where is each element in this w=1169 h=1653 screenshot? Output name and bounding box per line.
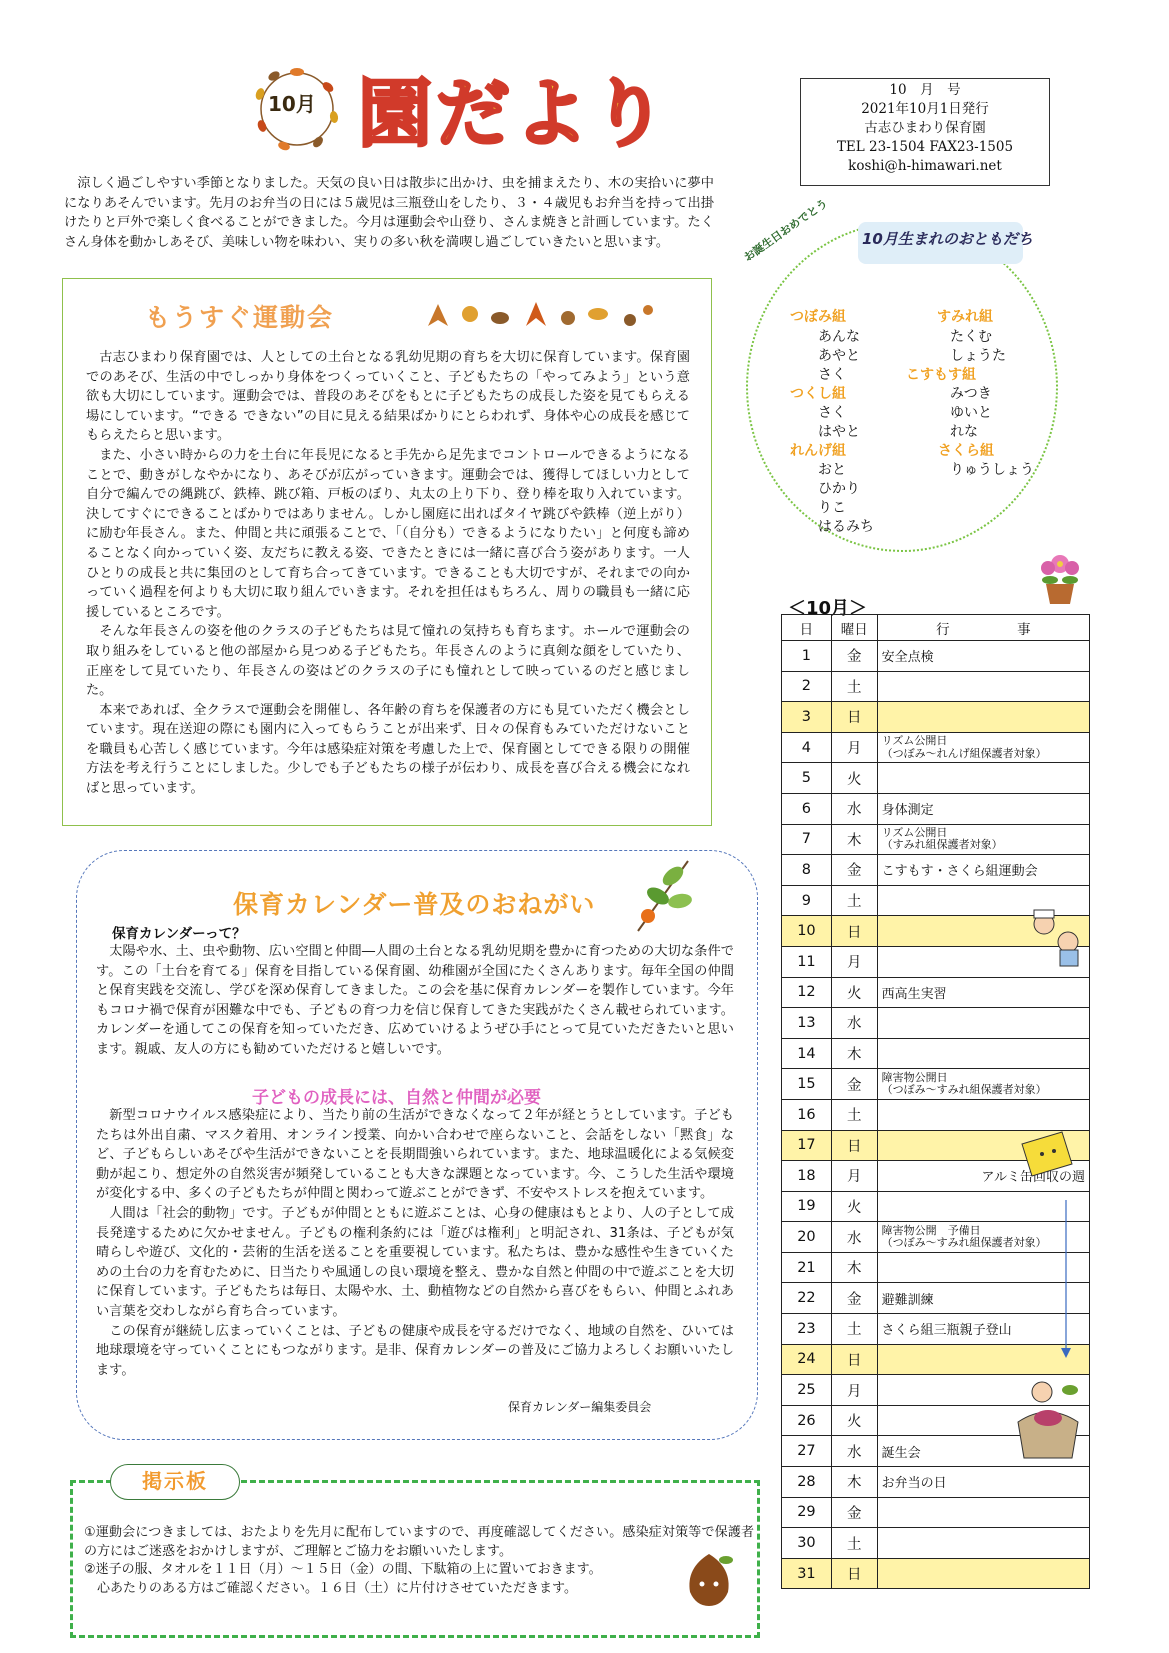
month-badge: 10月 xyxy=(268,92,316,116)
table-row xyxy=(782,1314,1090,1345)
table-row xyxy=(782,1008,1090,1039)
event-day: 9 xyxy=(782,885,832,916)
event-day: 4 xyxy=(782,732,832,763)
event-title: 障害物公開日 xyxy=(881,1070,948,1084)
sports-day-body xyxy=(86,348,690,799)
event-title: 障害物公開 予備日 xyxy=(881,1223,981,1237)
persimmon-branch-icon xyxy=(628,856,698,936)
child-name: たくむ xyxy=(950,329,992,345)
email-address[interactable]: koshi@h-himawari.net xyxy=(848,158,1002,174)
event-weekday: 金 xyxy=(831,641,877,672)
event-day: 28 xyxy=(782,1467,832,1498)
event-weekday: 金 xyxy=(831,1069,877,1100)
event-weekday: 日 xyxy=(831,1344,877,1375)
calendar-body-1: 太陽や水、土、虫や動物、広い空間と仲間―人間の土台となる乳幼児期を豊かに育つための大切な条件です。この「土台を育てる」保育を目指している保育園、幼稚園が全国にたくさんあります。毎年全国の仲間と保育実践を交流し、学びを深め保育してきました。この会を基に保育カレンダーを製作しています。今年もコロナ禍で保育が困難な中でも、子どもの育つ力を信じ保育してきた実践がたくさん載せられています。カレンダーを通してこの保育を知っていただき、広めていけるようぜひ手にとって見ていただきたいと思います。親戚、友人の方にも勧めていただけると嬉しいです。 xyxy=(96,944,734,1057)
event-weekday: 水 xyxy=(831,1436,877,1467)
event-weekday: 土 xyxy=(831,671,877,702)
child-name: はるみち xyxy=(818,519,874,535)
event-day: 19 xyxy=(782,1191,832,1222)
event-day: 24 xyxy=(782,1344,832,1375)
table-row xyxy=(782,1558,1090,1589)
table-row xyxy=(782,1191,1090,1222)
event-description: こすもす・さくら組運動会 xyxy=(877,855,1089,886)
birthday-title: 10月生まれのおともだち xyxy=(862,230,1033,248)
table-row xyxy=(782,977,1090,1008)
event-description: 避難訓練 xyxy=(877,1283,1089,1314)
event-day: 29 xyxy=(782,1497,832,1528)
event-description xyxy=(877,763,1089,794)
child-name: さく xyxy=(818,405,846,421)
child-name: しょうた xyxy=(950,348,1006,364)
table-row xyxy=(782,1252,1090,1283)
event-weekday: 金 xyxy=(831,1283,877,1314)
event-weekday: 水 xyxy=(831,1222,877,1253)
table-row xyxy=(782,824,1090,855)
event-description xyxy=(877,1038,1089,1069)
table-row xyxy=(782,1344,1090,1375)
table-row xyxy=(782,1038,1090,1069)
table-row xyxy=(782,855,1090,886)
event-description: 身体測定 xyxy=(877,793,1089,824)
class-name: れんげ組 xyxy=(790,443,846,459)
event-weekday: 木 xyxy=(831,1467,877,1498)
event-description xyxy=(877,671,1089,702)
sports-day-paragraph: 本来であれば、全クラスで運動会を開催し、各年齢の育ちを保護者の方にも見ていただく機会としています。現在送迎の際にも園内に入ってもらうことが出来ず、日々の保育もみていただけないことを職員も心苦しく感じています。今年は感染症対策を考慮した上で、保育園としてできる限りの開催方法を考え行うことにしました。少しでも子どもたちの様子が伝わり、成長を喜び合える機会になればと思っています。 xyxy=(86,702,690,797)
child-name: みつき xyxy=(950,386,992,402)
event-day: 14 xyxy=(782,1038,832,1069)
event-weekday: 火 xyxy=(831,763,877,794)
event-weekday: 木 xyxy=(831,1038,877,1069)
event-weekday: 水 xyxy=(831,1008,877,1039)
calendar-subheading-nature: 子どもの成長には、自然と仲間が必要 xyxy=(252,1088,541,1108)
table-row xyxy=(782,1467,1090,1498)
event-day: 5 xyxy=(782,763,832,794)
event-day: 7 xyxy=(782,824,832,855)
class-name: こすもす組 xyxy=(906,367,976,383)
event-description: 安全点検 xyxy=(877,641,1089,672)
event-description xyxy=(877,1252,1089,1283)
event-weekday: 月 xyxy=(831,946,877,977)
bulletin-item: ①運動会につきましては、おたよりを先月に配布していますので、再度確認してください。感染症対策等で保護者の方にはご迷惑をおかけしますが、ご理解とご協力をお願いいたします。 xyxy=(84,1525,754,1559)
event-day: 11 xyxy=(782,946,832,977)
event-description xyxy=(877,1497,1089,1528)
child-name: あやと xyxy=(818,348,860,364)
event-description xyxy=(877,1008,1089,1039)
event-day: 10 xyxy=(782,916,832,947)
event-weekday: 日 xyxy=(831,916,877,947)
issue-date: 2021年10月1日発行 xyxy=(861,101,989,117)
event-weekday: 木 xyxy=(831,1252,877,1283)
sports-day-paragraph: そんな年長さんの姿を他のクラスの子どもたちは見て憧れの気持ちも育ちます。ホールで運動会の取り組みをしていると他の部屋から見つめる子どもたち。年長さんのように真剣な顔をしていたり、正座をして見ていたり、年長さんの姿はどのクラスの子にも憧れとして映っているのだと感じました。 xyxy=(86,624,690,699)
children-cooking-icon xyxy=(1020,902,1090,972)
event-day: 23 xyxy=(782,1314,832,1345)
sports-day-paragraph: 古志ひまわり保育園では、人としての土台となる乳幼児期の育ちを大切に保育しています。保育園でのあそび、生活の中でしっかり身体をつくっていくこと、子どもたちの「やってみよう」という意欲も大切にしています。運動会では、普段のあそびをもとに子どもたちの成長した姿を見てもらえる場にしています。“できる できない”の目に見える結果ばかりにとらわれず、身体や心の成長を感じてもらえたらと思います。 xyxy=(86,350,690,444)
event-description: お弁当の日 xyxy=(877,1467,1089,1498)
event-description: さくら組三瓶親子登山 xyxy=(877,1314,1089,1345)
bulletin-board-body xyxy=(84,1524,754,1598)
event-target: （すみれ組保護者対象） xyxy=(881,838,1003,852)
event-day: 26 xyxy=(782,1405,832,1436)
flower-pot-icon xyxy=(1030,546,1090,606)
event-weekday: 日 xyxy=(831,1130,877,1161)
table-header-row xyxy=(782,615,1090,641)
event-day: 30 xyxy=(782,1528,832,1559)
table-row xyxy=(782,1497,1090,1528)
event-description: 西高生実習 xyxy=(877,977,1089,1008)
event-weekday: 月 xyxy=(831,732,877,763)
issue-info-box xyxy=(800,78,1050,186)
child-name: さく xyxy=(818,367,846,383)
event-day: 25 xyxy=(782,1375,832,1406)
event-weekday: 月 xyxy=(831,1375,877,1406)
event-weekday: 土 xyxy=(831,1099,877,1130)
calendar-body-2: 新型コロナウイルス感染症により、当たり前の生活ができなくなって２年が経とうとしています。子どもたちは外出自粛、マスク着用、オンライン授業、向かい合わせで座らないこと、会話をしない「黙食」など、子どもらしいあそびや生活ができないことを長期間強いられています。また、地球温暖化による気候変動が起こり、想定外の自然災害が頻発していることも大きな課題となっています。今、こうした生活や環境が変化する中、多くの子どもたちが仲間と関わって遊ぶことができず、不安やストレスを抱えています。 人間は「社会的動物」です。子どもが仲間とともに遊ぶことは、心身の健康はもとより、人の子として成長発達するために欠かせません。子どもの権利条約には「遊びは権利」と明記され、31条は、子どもが気晴らしや遊び、文化的・芸術的生活を送ることを重要視しています。私たちは、豊かな感性や生きていくための土台の力を育むために、日当たりや風通しの良い環境を整え、豊かな自然と仲間の中で遊ぶことを大切に保育しています。子どもたちは毎日、太陽や水、土、動植物などの自然から喜びをもらい、仲間とふれあい言葉を交わしながら育ち合っています。 この保育が継続し広まっていくことは、子どもの健康や成長を守るだけでなく、地域の自然を、ひいては地球環境を守っていくことにもつながります。是非、保育カレンダーの普及にご協力よろしくお願いいたします。 xyxy=(96,1108,734,1378)
intro-text: 涼しく過ごしやすい季節となりました。天気の良い日は散歩に出かけ、虫を捕まえたり、木の実拾いに夢中になりあそんでいます。先月のお弁当の日には５歳児は三瓶登山をしたり、３・４歳児もお弁当を持って出掛けたりと戸外で楽しく食べることができました。今月は運動会や山登り、さんま焼きと計画しています。たくさん身体を動かしあそび、美味しい物を味わい、実りの多い秋を満喫し過ごしていきたいと思います。 xyxy=(64,176,714,250)
event-weekday: 月 xyxy=(831,1161,877,1192)
event-description xyxy=(877,732,1089,763)
event-description xyxy=(877,1528,1089,1559)
event-day: 2 xyxy=(782,671,832,702)
event-weekday: 火 xyxy=(831,977,877,1008)
event-target: （つぼみ～れんげ組保護者対象） xyxy=(881,746,1047,760)
table-row xyxy=(782,1222,1090,1253)
bulletin-board-label: 掲示板 xyxy=(110,1464,240,1500)
event-weekday: 土 xyxy=(831,1314,877,1345)
event-day: 6 xyxy=(782,793,832,824)
phone-fax: TEL 23-1504 FAX23-1505 xyxy=(836,139,1014,155)
event-weekday: 土 xyxy=(831,1528,877,1559)
class-name: すみれ組 xyxy=(937,309,993,325)
event-weekday: 火 xyxy=(831,1405,877,1436)
child-name: おと xyxy=(818,462,846,478)
nursery-name: 古志ひまわり保育園 xyxy=(864,120,986,136)
event-description xyxy=(877,702,1089,733)
child-name: りゅうしょう xyxy=(950,462,1034,478)
event-day: 31 xyxy=(782,1558,832,1589)
child-name: はやと xyxy=(818,424,860,440)
event-description xyxy=(877,1191,1089,1222)
table-row xyxy=(782,763,1090,794)
event-weekday: 火 xyxy=(831,1191,877,1222)
event-description: 誕生会 xyxy=(877,1436,1089,1467)
table-row xyxy=(782,1283,1090,1314)
event-day: 22 xyxy=(782,1283,832,1314)
event-day: 21 xyxy=(782,1252,832,1283)
event-day: 15 xyxy=(782,1069,832,1100)
sweet-potato-harvest-icon xyxy=(1008,1372,1088,1462)
event-description xyxy=(877,1222,1089,1253)
table-row xyxy=(782,641,1090,672)
event-weekday: 金 xyxy=(831,855,877,886)
event-weekday: 日 xyxy=(831,702,877,733)
table-row xyxy=(782,702,1090,733)
event-title: リズム公開日 xyxy=(881,825,948,839)
child-name: りこ xyxy=(818,500,846,516)
event-weekday: 日 xyxy=(831,1558,877,1589)
event-day: 16 xyxy=(782,1099,832,1130)
calendar-heading: 保育カレンダー普及のおねがい xyxy=(233,890,596,919)
event-day: 17 xyxy=(782,1130,832,1161)
class-name: つくし組 xyxy=(790,386,846,402)
birthday-greeting: お誕生日おめでとう xyxy=(741,196,831,265)
event-day: 8 xyxy=(782,855,832,886)
table-row xyxy=(782,732,1090,763)
column-header-day: 日 xyxy=(782,615,832,641)
child-name: れな xyxy=(950,424,978,440)
event-description xyxy=(877,1069,1089,1100)
column-header-weekday: 曜日 xyxy=(831,615,877,641)
bulletin-item: ②迷子の服、タオルを１１日（月）～１５日（金）の間、下駄箱の上に置いておきます。 xyxy=(84,1562,602,1578)
class-name: さくら組 xyxy=(938,443,994,459)
event-target: （つぼみ～すみれ組保護者対象） xyxy=(881,1236,1047,1250)
event-day: 27 xyxy=(782,1436,832,1467)
events-month-label: ＜10月＞ xyxy=(788,598,868,619)
autumn-leaves-icon xyxy=(418,296,658,336)
table-row xyxy=(782,1528,1090,1559)
event-weekday: 木 xyxy=(831,824,877,855)
event-day: 12 xyxy=(782,977,832,1008)
calendar-subheading: 保育カレンダーって？ xyxy=(112,926,246,942)
event-day: 18 xyxy=(782,1161,832,1192)
chestnut-character-icon xyxy=(678,1548,740,1610)
event-title: リズム公開日 xyxy=(881,734,948,748)
bulletin-item: 心あたりのある方はご確認ください。１６日（土）に片付けさせていただきます。 xyxy=(97,1580,577,1596)
issue-number: 10 月 号 xyxy=(889,82,961,98)
sports-day-heading: もうすぐ運動会 xyxy=(145,303,335,332)
event-description xyxy=(877,824,1089,855)
event-day: 20 xyxy=(782,1222,832,1253)
event-weekday: 金 xyxy=(831,1497,877,1528)
bag-character-icon xyxy=(1012,1124,1082,1184)
table-row xyxy=(782,671,1090,702)
event-description xyxy=(877,1558,1089,1589)
column-header-event: 行 事 xyxy=(877,615,1089,641)
event-weekday: 水 xyxy=(831,793,877,824)
table-row xyxy=(782,793,1090,824)
newsletter-title: 園だより xyxy=(358,71,670,157)
child-name: ゆいと xyxy=(950,405,992,421)
event-note: アルミ缶回収の週 xyxy=(981,1170,1085,1186)
sports-day-paragraph: また、小さい時からの力を土台に年長児になると手先から足先までコントロールできるようになることで、動きがしなやかになり、あそびが広がっていきます。運動会では、獲得してほしい力として自分で編んでの縄跳び、鉄棒、跳び箱、戸板のぼり、丸太の上り下り、登り棒を取り入れています。決してすぐにできることばかりではありません。しかし園庭に出ればタイヤ跳びや鉄棒（逆上がり）に励む年長さん。また、仲間と共に頑張ることで、「（自分も）できるようになりたい」と何度も諦めることなく向かっていく姿、友だちに教える姿、できたときには一緒に喜び合う姿があります。一人ひとりの成長と共に集団のとして育ち合ってきています。できることも大切ですが、それまでの向かっていく過程を何よりも大切に取り組んでいきます。それを担任はもちろん、周りの職員も一緒に応援しているところです。 xyxy=(86,447,690,620)
event-day: 1 xyxy=(782,641,832,672)
down-arrow-icon xyxy=(1060,1200,1072,1360)
table-row xyxy=(782,1069,1090,1100)
event-day: 13 xyxy=(782,1008,832,1039)
event-description xyxy=(877,1344,1089,1375)
class-name: つぼみ組 xyxy=(790,309,846,325)
event-target: （つぼみ～すみれ組保護者対象） xyxy=(881,1083,1047,1097)
child-name: ひかり xyxy=(818,481,860,497)
event-weekday: 土 xyxy=(831,885,877,916)
calendar-committee-signature: 保育カレンダー編集委員会 xyxy=(508,1400,652,1414)
child-name: あんな xyxy=(818,329,860,345)
event-day: 3 xyxy=(782,702,832,733)
